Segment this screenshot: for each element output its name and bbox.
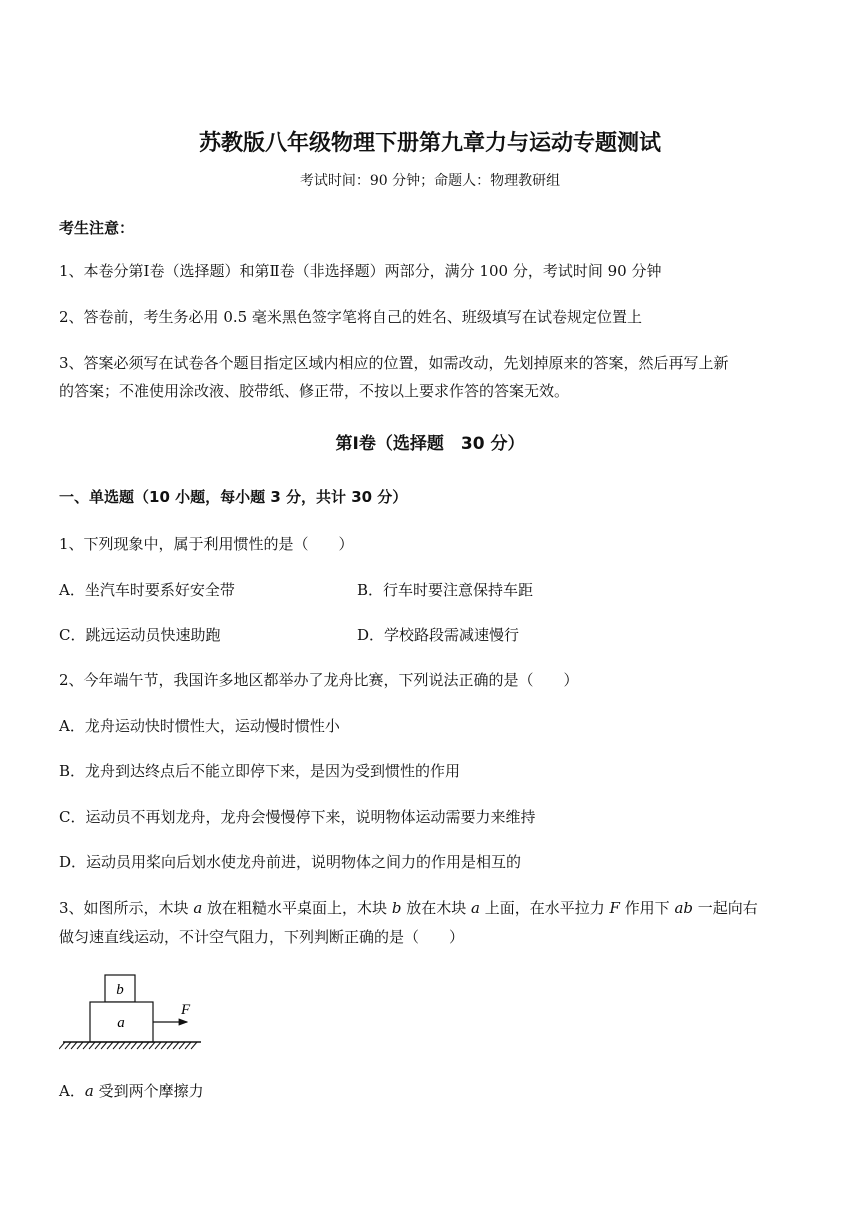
hatch-stroke xyxy=(125,1042,131,1049)
hatch-stroke xyxy=(119,1042,125,1049)
q1-options-row-1 xyxy=(59,575,804,606)
hatch-stroke xyxy=(137,1042,143,1049)
var-a: a xyxy=(84,1082,94,1100)
q1-option-c: C．跳远运动员快速助跑 xyxy=(59,626,221,644)
var-ab: ab xyxy=(674,899,693,917)
hatch-stroke xyxy=(149,1042,155,1049)
hatch-stroke xyxy=(89,1042,95,1049)
hatch-stroke xyxy=(155,1042,161,1049)
hatch-stroke xyxy=(143,1042,149,1049)
hatch-stroke xyxy=(65,1042,71,1049)
hatch-stroke xyxy=(161,1042,167,1049)
q1-option-d: D．学校路段需减速慢行 xyxy=(357,626,520,644)
q1-options-row-2 xyxy=(59,620,804,651)
hatch-stroke xyxy=(191,1042,197,1049)
notice-item-3: 3、答案必须写在试卷各个题目指定区域内相应的位置，如需改动，先划掉原来的答案，然后再写上新 xyxy=(59,354,729,372)
var-a: a xyxy=(470,899,480,917)
part-heading: 一、单选题（10 小题，每小题 3 分，共计 30 分） xyxy=(59,488,408,506)
q1-stem: 1、下列现象中，属于利用惯性的是（ ） xyxy=(59,535,354,553)
q1-option-b: B．行车时要注意保持车距 xyxy=(357,581,534,599)
hatch-stroke xyxy=(95,1042,101,1049)
notice-item-2: 2、答卷前，考生务必用 0.5 毫米黑色签字笔将自己的姓名、班级填写在试卷规定位置上 xyxy=(59,308,642,326)
var-f: F xyxy=(609,899,620,917)
q3-stem-cont: 做匀速直线运动，不计空气阻力，下列判断正确的是（ ） xyxy=(59,928,465,946)
q2-option-b: B．龙舟到达终点后不能立即停下来，是因为受到惯性的作用 xyxy=(59,762,461,780)
blocks-diagram xyxy=(59,970,209,1056)
exam-info: 考试时间：90 分钟；命题人：物理教研组 xyxy=(299,173,561,189)
notice-item-1: 1、本卷分第Ⅰ卷（选择题）和第Ⅱ卷（非选择题）两部分，满分 100 分，考试时间 90 分钟 xyxy=(59,262,662,280)
q2-option-d: D．运动员用桨向后划水使龙舟前进，说明物体之间力的作用是相互的 xyxy=(59,853,522,871)
hatch-stroke xyxy=(179,1042,185,1049)
hatch-stroke xyxy=(71,1042,77,1049)
q2-option-c: C．运动员不再划龙舟，龙舟会慢慢停下来，说明物体运动需要力来维持 xyxy=(59,808,536,826)
hatch-stroke xyxy=(131,1042,137,1049)
q3-stem: 3、如图所示，木块 a 放在粗糙水平桌面上，木块 b 放在木块 a 上面，在水平拉力 F 作用下 ab 一起向右 xyxy=(59,899,758,917)
hatch-stroke xyxy=(113,1042,119,1049)
hatch-stroke xyxy=(185,1042,191,1049)
q2-option-a: A．龙舟运动快时惯性大，运动慢时惯性小 xyxy=(59,717,340,735)
block-b-label: b xyxy=(116,982,124,998)
hatch-stroke xyxy=(101,1042,107,1049)
hatch-stroke xyxy=(77,1042,83,1049)
notice-heading: 考生注意： xyxy=(59,219,135,237)
page-title: 苏教版八年级物理下册第九章力与运动专题测试 xyxy=(198,131,661,156)
q3-option-a: A．a 受到两个摩擦力 xyxy=(59,1082,204,1100)
q3-figure xyxy=(59,970,209,1056)
section-title: 第Ⅰ卷（选择题 30 分） xyxy=(335,434,525,454)
hatch-stroke xyxy=(83,1042,89,1049)
var-a: a xyxy=(193,899,203,917)
hatch-stroke xyxy=(173,1042,179,1049)
q2-stem: 2、今年端午节，我国许多地区都举办了龙舟比赛，下列说法正确的是（ ） xyxy=(59,671,579,689)
var-b: b xyxy=(391,899,402,917)
ground-hatching xyxy=(59,1042,197,1049)
hatch-stroke xyxy=(59,1042,65,1049)
notice-item-3-cont: 的答案；不准使用涂改液、胶带纸、修正带，不按以上要求作答的答案无效。 xyxy=(59,382,570,400)
force-label: F xyxy=(181,1002,191,1018)
hatch-stroke xyxy=(107,1042,113,1049)
block-a-label: a xyxy=(117,1015,125,1031)
hatch-stroke xyxy=(167,1042,173,1049)
q1-option-a: A．坐汽车时要系好安全带 xyxy=(59,581,235,599)
